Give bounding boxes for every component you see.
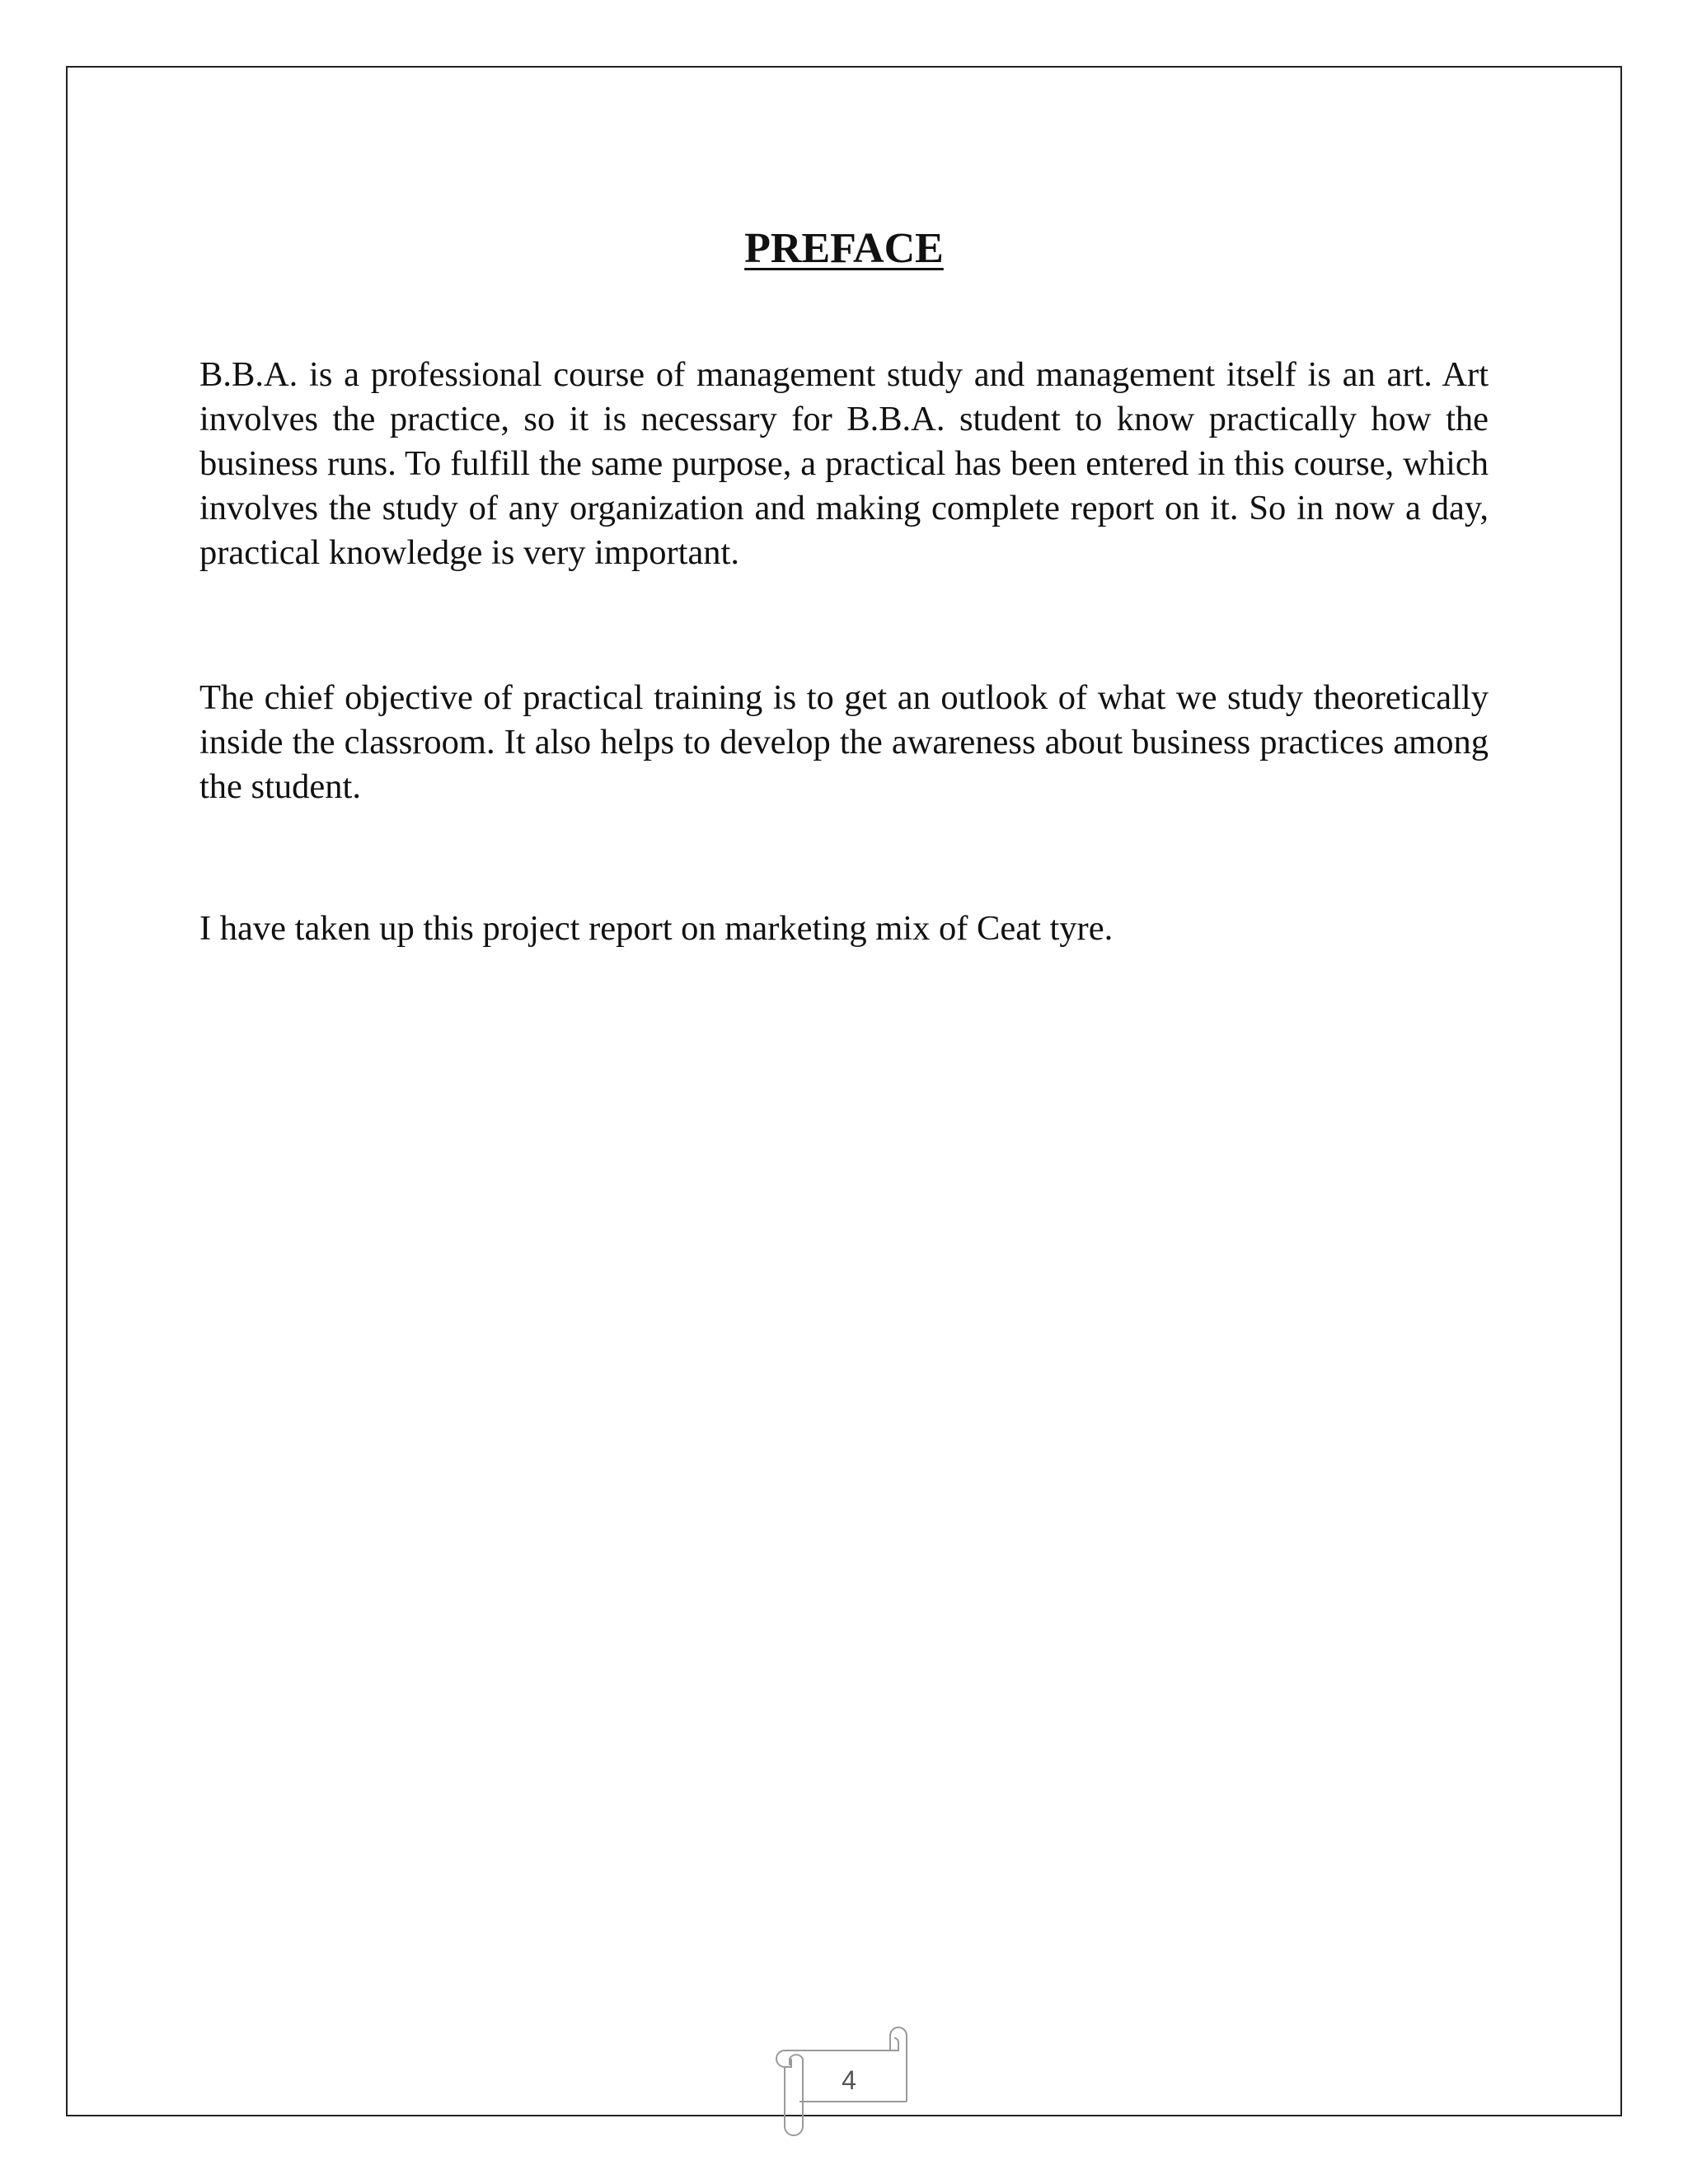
page-number: 4 — [842, 2065, 856, 2095]
page-title-text: PREFACE — [744, 224, 944, 272]
page-title — [0, 225, 1688, 272]
paragraph-project: I have taken up this project report on marketing mix of Ceat tyre. — [199, 909, 1114, 948]
paragraph-intro: B.B.A. is a professional course of management study and management itself is an art. Art involves the practice, so it is necessary for B.B.A. student to know practically how the business runs. To fulfill the same purpose, a practical has been entered in this course, which involves the study of any organization and making complete report on it. So in now a day, practical knowledge is very important. — [199, 355, 1489, 572]
paragraph-objective: The chief objective of practical training is to get an outlook of what we study theoretically inside the classroom. It also helps to develop the awareness about business practices among the student. — [199, 678, 1489, 806]
